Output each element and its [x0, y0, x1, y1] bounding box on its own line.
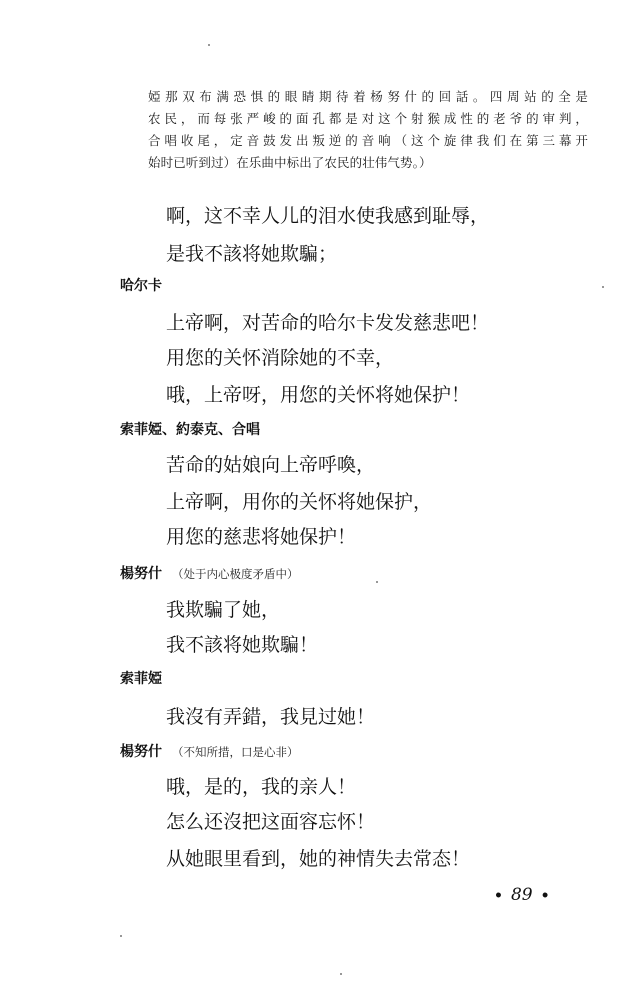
stage-note-line-3: 合唱收尾，定音鼓发出叛逆的音响（这个旋律我们在第三幕开: [148, 133, 588, 148]
lyric-line: 用您的慈悲将她保护！: [166, 526, 357, 548]
page-number-dot-left: •: [494, 888, 503, 904]
paper-speck: [208, 44, 210, 46]
lyric-line: 我不該将她欺騙！: [166, 634, 319, 656]
lyric-line: 苦命的姑娘向上帝呼喚，: [166, 454, 376, 476]
lyric-line: 哦，上帝呀，用您的关怀将她保护！: [166, 384, 471, 406]
lyric-line: 上帝啊，用你的关怀将她保护，: [166, 491, 433, 513]
speaker-janusz: [120, 564, 299, 584]
stage-direction-paragraph: [148, 86, 588, 174]
paper-speck: [376, 581, 378, 583]
speaker-sofia-jontek-chorus: 索菲婭、約泰克、合唱: [120, 422, 260, 438]
stage-note-line-1: 婭那双布满恐惧的眼睛期待着杨努什的回話。四周站的全是: [148, 89, 588, 104]
paper-speck: [340, 973, 342, 975]
speaker-name: 楊努什: [120, 566, 162, 582]
stage-note-line-4: 始时已听到过）在乐曲中标出了农民的壮伟气势。）: [148, 155, 432, 170]
lyric-line: 怎么还沒把这面容忘怀！: [166, 811, 376, 833]
page-number-dot-right: •: [540, 888, 550, 904]
lyric-line: 用您的关怀消除她的不幸，: [166, 347, 395, 369]
lyric-line: 啊，这不幸人儿的泪水使我感到耻辱，: [166, 205, 490, 227]
paper-speck: [602, 286, 604, 288]
lyric-line: 从她眼里看到，她的神情失去常态！: [166, 848, 471, 870]
page-number: [486, 884, 558, 907]
paper-speck: [120, 935, 122, 937]
lyric-line: 上帝啊，对苦命的哈尔卡发发慈悲吧！: [166, 312, 490, 334]
stage-note-line-2: 农民，而每张严峻的面孔都是对这个射猴成性的老爷的审判，: [148, 111, 588, 126]
lyric-line: 是我不該将她欺騙；: [166, 243, 338, 265]
speaker-name: 楊努什: [120, 744, 162, 760]
speaker-janusz: [120, 742, 299, 762]
stage-direction: （不知所措，口是心非）: [172, 745, 299, 759]
speaker-halka: 哈尔卡: [120, 278, 162, 294]
lyric-line: 哦，是的，我的亲人！: [166, 776, 357, 798]
page-number-value: 89: [510, 885, 533, 905]
lyric-line: 我沒有弄錯，我見过她！: [166, 706, 376, 728]
stage-direction: （处于内心极度矛盾中）: [172, 567, 299, 581]
speaker-sofia: 索菲婭: [120, 671, 162, 687]
lyric-line: 我欺騙了她，: [166, 599, 281, 621]
